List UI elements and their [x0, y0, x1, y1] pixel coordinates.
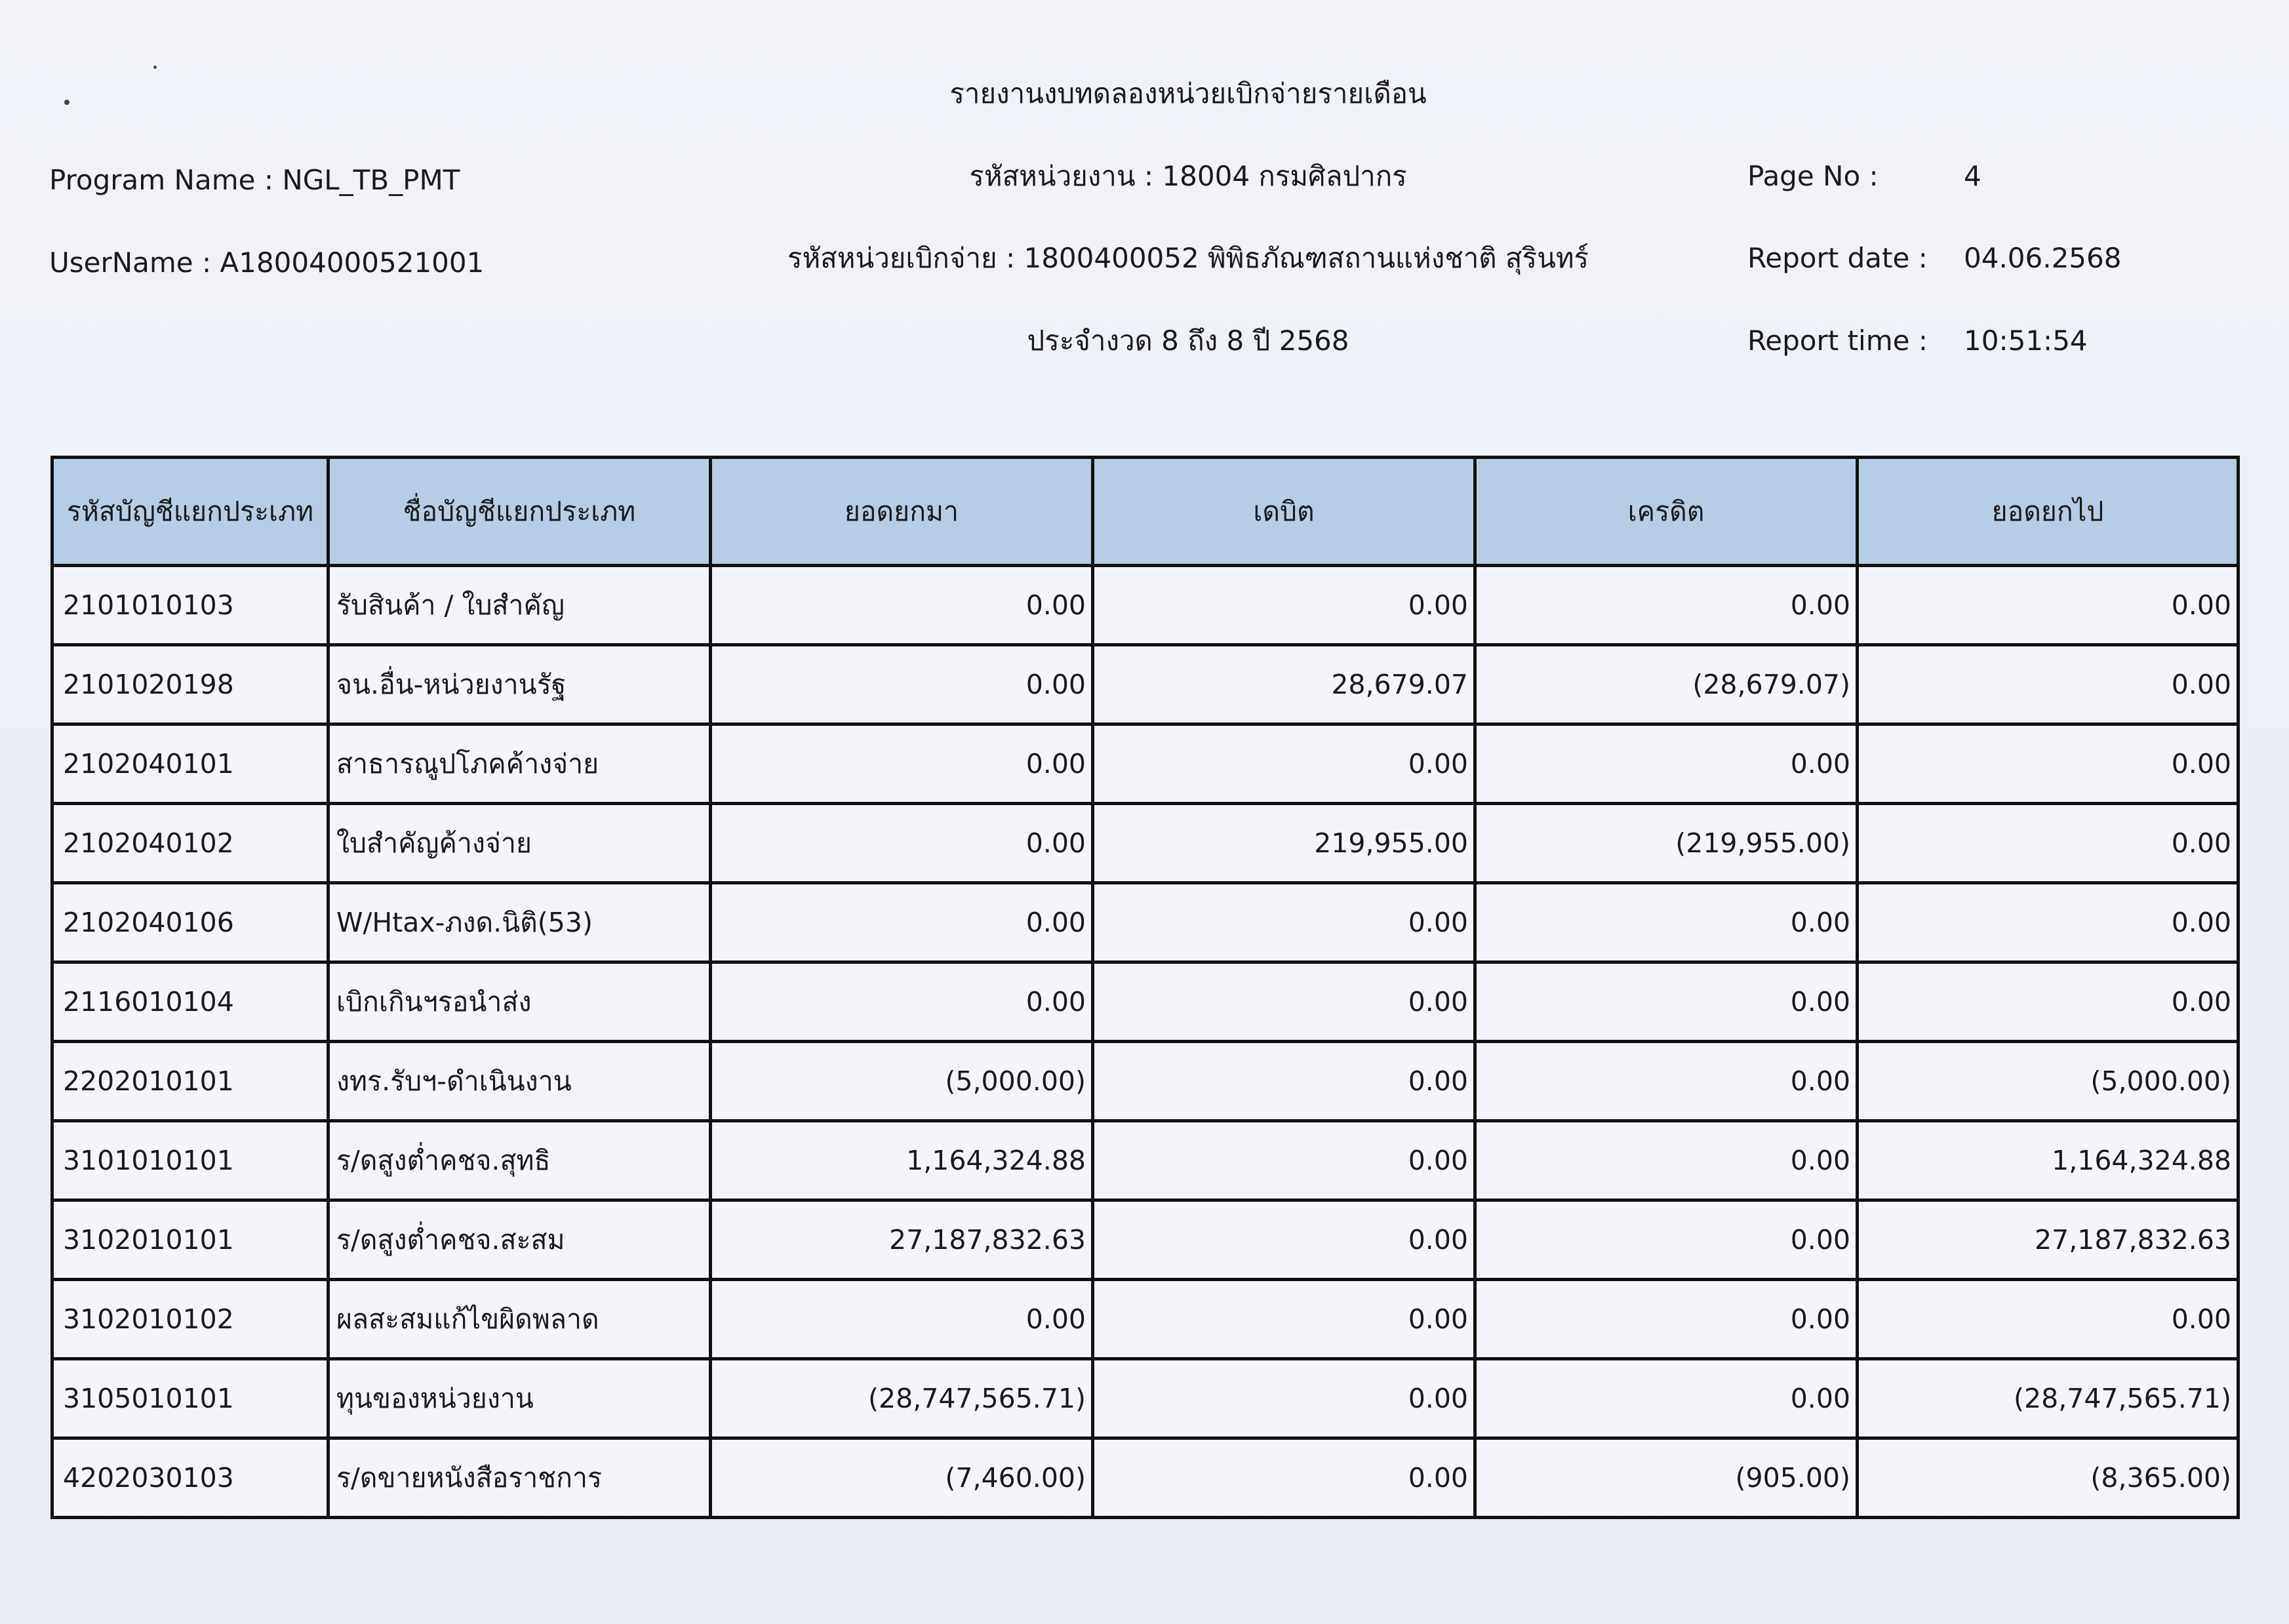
account-name-cell: ทุนของหน่วยงาน — [328, 1359, 711, 1438]
opening-balance-cell: 0.00 — [711, 804, 1093, 883]
account-code-cell: 2102040106 — [52, 883, 328, 962]
account-name-cell: ร/ดสูงต่ำคชจ.สุทธิ — [328, 1121, 711, 1200]
account-code-cell: 2102040101 — [52, 724, 328, 804]
col-header-account-code: รหัสบัญชีแยกประเภท — [52, 458, 328, 566]
account-code-cell: 3102010102 — [52, 1280, 328, 1359]
table-row — [52, 1121, 2239, 1200]
report-date-label: Report date : — [1747, 242, 1928, 274]
account-code-cell: 4202030103 — [52, 1438, 328, 1518]
disbursing-unit: รหัสหน่วยเบิกจ่าย : 1800400052 พิพิธภัณฑสถานแห่งชาติ สุรินทร์ — [787, 242, 1589, 274]
credit-cell: 0.00 — [1475, 1359, 1858, 1438]
opening-balance-cell: 27,187,832.63 — [711, 1200, 1093, 1280]
table-row — [52, 566, 2239, 645]
account-name-cell: ผลสะสมแก้ไขผิดพลาด — [328, 1280, 711, 1359]
debit-cell: 0.00 — [1093, 883, 1475, 962]
account-code-cell: 2202010101 — [52, 1042, 328, 1121]
table-row — [52, 645, 2239, 724]
debit-cell: 0.00 — [1093, 566, 1475, 645]
debit-cell: 0.00 — [1093, 1438, 1475, 1518]
credit-cell: 0.00 — [1475, 1200, 1858, 1280]
debit-cell: 0.00 — [1093, 1121, 1475, 1200]
table-body — [52, 566, 2239, 1518]
table-row — [52, 883, 2239, 962]
debit-cell: 219,955.00 — [1093, 804, 1475, 883]
debit-cell: 0.00 — [1093, 1359, 1475, 1438]
closing-balance-cell: 0.00 — [1858, 566, 2239, 645]
account-name-cell: ร/ดขายหนังสือราชการ — [328, 1438, 711, 1518]
account-name-cell: สาธารณูปโภคค้างจ่าย — [328, 724, 711, 804]
opening-balance-cell: 0.00 — [711, 1280, 1093, 1359]
table-header-row — [52, 458, 2239, 566]
opening-balance-cell: (7,460.00) — [711, 1438, 1093, 1518]
debit-cell: 0.00 — [1093, 1042, 1475, 1121]
account-name-cell: งทร.รับฯ-ดำเนินงาน — [328, 1042, 711, 1121]
account-name-cell: จน.อื่น-หน่วยงานรัฐ — [328, 645, 711, 724]
closing-balance-cell: (8,365.00) — [1858, 1438, 2239, 1518]
page-no-value: 4 — [1964, 160, 1981, 192]
report-time-value: 10:51:54 — [1964, 325, 2088, 357]
account-code-cell: 2101020198 — [52, 645, 328, 724]
report-title: รายงานงบทดลองหน่วยเบิกจ่ายรายเดือน — [949, 77, 1427, 109]
credit-cell: (28,679.07) — [1475, 645, 1858, 724]
closing-balance-cell: 0.00 — [1858, 962, 2239, 1042]
account-name-cell: ใบสำคัญค้างจ่าย — [328, 804, 711, 883]
opening-balance-cell: (28,747,565.71) — [711, 1359, 1093, 1438]
col-header-credit: เครดิต — [1475, 458, 1858, 566]
debit-cell: 0.00 — [1093, 724, 1475, 804]
account-code-cell: 2101010103 — [52, 566, 328, 645]
credit-cell: 0.00 — [1475, 962, 1858, 1042]
credit-cell: 0.00 — [1475, 1121, 1858, 1200]
page-no-label: Page No : — [1747, 160, 1879, 192]
account-name-cell: ร/ดสูงต่ำคชจ.สะสม — [328, 1200, 711, 1280]
account-name-cell: รับสินค้า / ใบสำคัญ — [328, 566, 711, 645]
closing-balance-cell: 0.00 — [1858, 724, 2239, 804]
credit-cell: (905.00) — [1475, 1438, 1858, 1518]
closing-balance-cell: 0.00 — [1858, 1280, 2239, 1359]
account-code-cell: 2116010104 — [52, 962, 328, 1042]
credit-cell: (219,955.00) — [1475, 804, 1858, 883]
trial-balance-table — [50, 456, 2240, 1519]
debit-cell: 28,679.07 — [1093, 645, 1475, 724]
account-code-cell: 3102010101 — [52, 1200, 328, 1280]
credit-cell: 0.00 — [1475, 724, 1858, 804]
account-code-cell: 2102040102 — [52, 804, 328, 883]
opening-balance-cell: 0.00 — [711, 645, 1093, 724]
table-row — [52, 1280, 2239, 1359]
col-header-account-name: ชื่อบัญชีแยกประเภท — [328, 458, 711, 566]
table-row — [52, 962, 2239, 1042]
table-row — [52, 1200, 2239, 1280]
col-header-debit: เดบิต — [1093, 458, 1475, 566]
table-row — [52, 1359, 2239, 1438]
opening-balance-cell: (5,000.00) — [711, 1042, 1093, 1121]
closing-balance-cell: 0.00 — [1858, 883, 2239, 962]
report-date-value: 04.06.2568 — [1964, 242, 2122, 274]
debit-cell: 0.00 — [1093, 1200, 1475, 1280]
username: UserName : A18004000521001 — [49, 247, 485, 279]
col-header-opening-balance: ยอดยกมา — [711, 458, 1093, 566]
opening-balance-cell: 0.00 — [711, 566, 1093, 645]
opening-balance-cell: 0.00 — [711, 724, 1093, 804]
opening-balance-cell: 0.00 — [711, 883, 1093, 962]
closing-balance-cell: 1,164,324.88 — [1858, 1121, 2239, 1200]
credit-cell: 0.00 — [1475, 1042, 1858, 1121]
table-row — [52, 804, 2239, 883]
closing-balance-cell: 0.00 — [1858, 804, 2239, 883]
closing-balance-cell: (28,747,565.71) — [1858, 1359, 2239, 1438]
col-header-closing-balance: ยอดยกไป — [1858, 458, 2239, 566]
table-row — [52, 1042, 2239, 1121]
table-row — [52, 724, 2239, 804]
closing-balance-cell: 0.00 — [1858, 645, 2239, 724]
account-name-cell: W/Htax-ภงด.นิติ(53) — [328, 883, 711, 962]
scan-speck — [64, 100, 70, 105]
agency-code: รหัสหน่วยงาน : 18004 กรมศิลปากร — [969, 160, 1407, 192]
account-code-cell: 3101010101 — [52, 1121, 328, 1200]
closing-balance-cell: (5,000.00) — [1858, 1042, 2239, 1121]
opening-balance-cell: 1,164,324.88 — [711, 1121, 1093, 1200]
scan-speck — [153, 66, 157, 69]
opening-balance-cell: 0.00 — [711, 962, 1093, 1042]
credit-cell: 0.00 — [1475, 1280, 1858, 1359]
program-name: Program Name : NGL_TB_PMT — [49, 164, 460, 196]
table-row — [52, 1438, 2239, 1518]
closing-balance-cell: 27,187,832.63 — [1858, 1200, 2239, 1280]
account-name-cell: เบิกเกินฯรอนำส่ง — [328, 962, 711, 1042]
report-period: ประจำงวด 8 ถึง 8 ปี 2568 — [1027, 325, 1349, 357]
report-time-label: Report time : — [1747, 325, 1928, 357]
account-code-cell: 3105010101 — [52, 1359, 328, 1438]
debit-cell: 0.00 — [1093, 1280, 1475, 1359]
credit-cell: 0.00 — [1475, 566, 1858, 645]
debit-cell: 0.00 — [1093, 962, 1475, 1042]
credit-cell: 0.00 — [1475, 883, 1858, 962]
